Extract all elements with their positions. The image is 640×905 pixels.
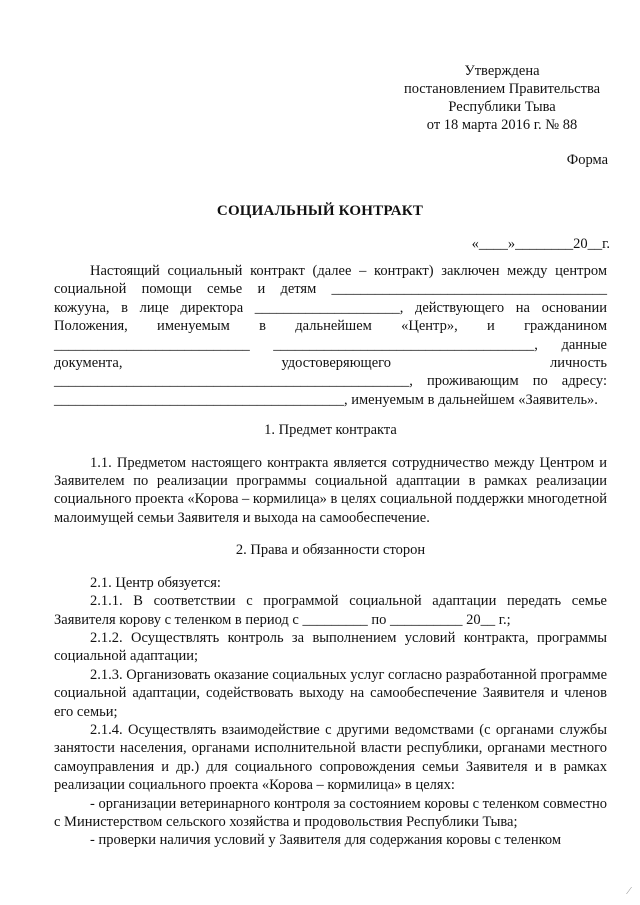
document-body <box>54 262 607 850</box>
approval-line: Утверждена <box>464 63 540 79</box>
bullet-item: - организации ветеринарного контроля за состоянием коровы с теленком совместно с Министерством сельского хозяйства и продовольствия Республики Тыва; <box>54 795 607 830</box>
paragraph-2-1-4: 2.1.4. Осуществлять взаимодействие с другими ведомствами (с органами службы занятости населения, органами исполнительной власти республики, органами местного самоуправления и др.) для социального сопровождения семьи Заявителя и в рамках реализации социального проекта «Корова – кормилица» в целях: <box>54 721 607 794</box>
intro-paragraph: Настоящий социальный контракт (далее – контракт) заключен между центром социальной помощи семье и детям ______________________________________ кожууна, в лице директора ____________________, действующего на основании Положения, именуемым в дальнейшем «Центр», и гражданином ___________________________ ____________________________________, данные документа, удостоверяющего личность _________________________________________________, проживающим по адресу: ________________________________________, именуемым в дальнейшем «Заявитель». <box>54 263 607 408</box>
paragraph-2-1-3: 2.1.3. Организовать оказание социальных услуг согласно разработанной программе социальной адаптации, содействовать выходу на самообеспечение Заявителя и членов его семьи; <box>54 666 608 720</box>
document-title: СОЦИАЛЬНЫЙ КОНТРАКТ <box>216 203 424 219</box>
section-heading: 1. Предмет контракта <box>264 422 397 439</box>
paragraph-2-1: 2.1. Центр обязуется: <box>90 574 221 591</box>
page-corner-mark: ⁄ <box>628 885 630 897</box>
date-line: «____»________20__г. <box>471 236 610 252</box>
approval-line: от 18 марта 2016 г. № 88 <box>426 117 578 133</box>
approval-line: постановлением Правительства <box>403 81 601 97</box>
section-heading: 2. Права и обязанности сторон <box>235 542 426 559</box>
approval-line: Республики Тыва <box>448 99 556 115</box>
paragraph-2-1-2: 2.1.2. Осуществлять контроль за выполнением условий контракта, программы социальной адаптации; <box>54 629 607 665</box>
approval-block <box>392 62 612 134</box>
paragraph-2-1-1: 2.1.1. В соответствии с программой социальной адаптации передать семье Заявителя корову с теленком в период с _________ по __________ 20__ г.; <box>54 593 607 628</box>
form-label: Форма <box>566 152 608 168</box>
paragraph-1-1: 1.1. Предметом настоящего контракта является сотрудничество между Центром и Заявителем по реализации программы социальной адаптации в рамках реализации социального проекта «Корова – кормилица» в целях социальной поддержки многодетной малоимущей семьи Заявителя и выхода на самообеспечение. <box>54 454 607 526</box>
bullet-item: - проверки наличия условий у Заявителя для содержания коровы с теленком <box>90 832 562 849</box>
